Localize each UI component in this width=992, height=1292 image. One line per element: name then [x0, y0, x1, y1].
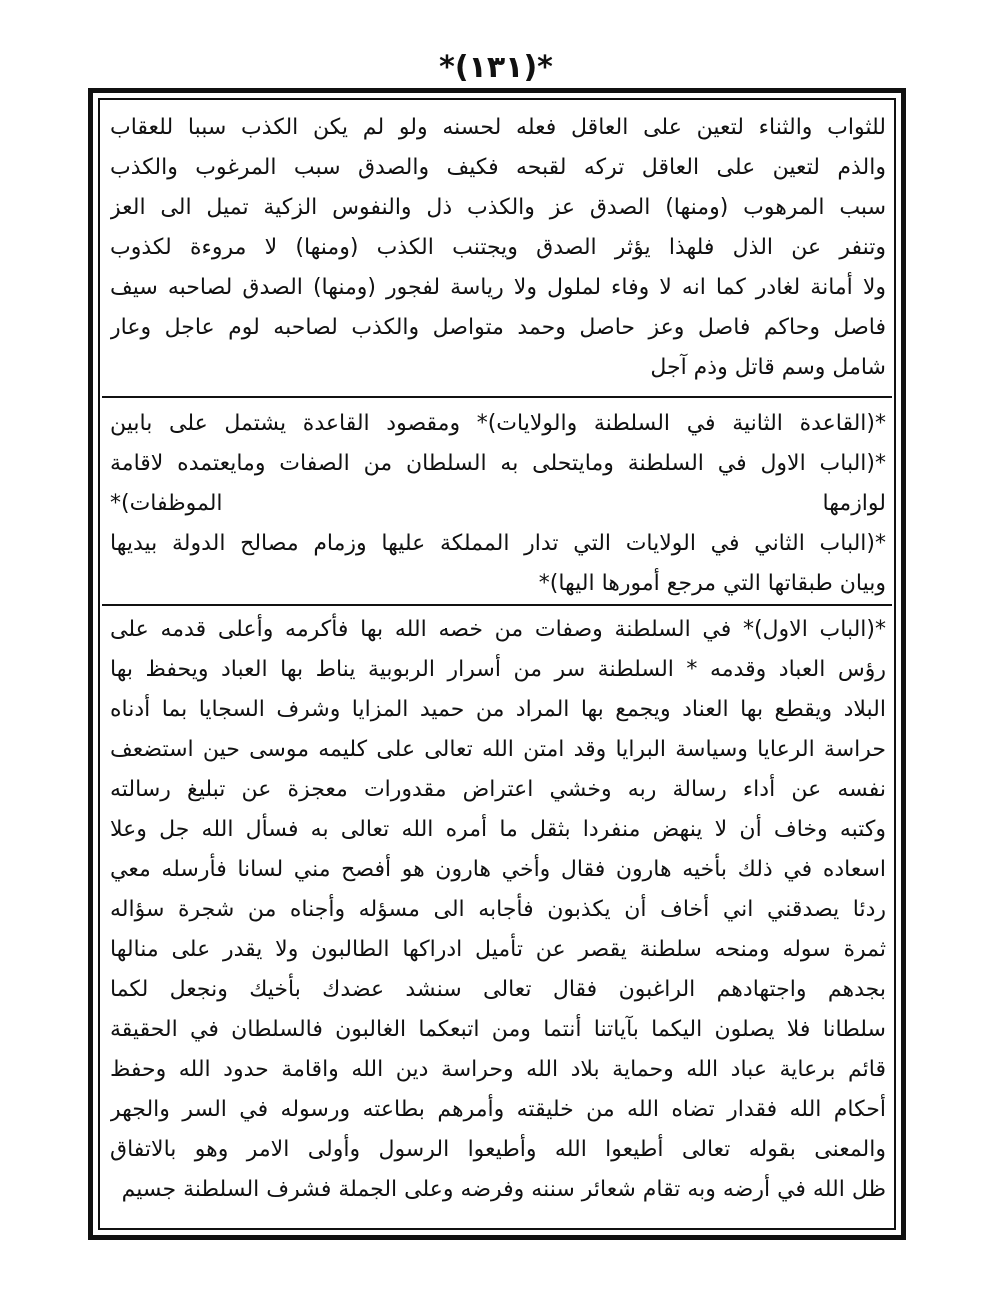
page-border [88, 88, 906, 1240]
text-line: وبيان طبقاتها التي مرجع أمورها اليها)* [538, 571, 886, 596]
text-line: البلاد ويقطع بها العناد ويجمع بها المراد من حميد المزايا وشرف السجايا بما أدناه [110, 697, 886, 722]
text-line: *(الباب الاول)* في السلطنة وصفات من خصه الله بها فأكرمه وأعلى قدمه على [110, 617, 886, 642]
text-line: وكتبه وخاف أن لا ينهض منفردا بثقل ما أمره الله تعالى به فسأل الله جل وعلا [110, 817, 886, 842]
text-line: ثمرة سوله ومنحه سلطنة يقصر عن تأميل ادراكها الطالبون ولا يقدر على منالها [110, 937, 886, 962]
text-line: نفسه عن أداء رسالة ربه وخشي اعتراض مقدورات معجزة عن تبليغ رسالته [110, 777, 886, 802]
text-line: فاصل وحاكم فاصل وعز حاصل وحمد متواصل والكذب لصاحبه لوم عاجل وعار [110, 315, 886, 340]
text-line: اسعاده في ذلك بأخيه هارون فقال وأخي هارون هو أفصح مني لسانا فأرسله معي [110, 857, 886, 882]
text-line: سلطانا فلا يصلون اليكما بآياتنا أنتما ومن اتبعكما الغالبون فالسلطان في الحقيقة [110, 1017, 886, 1042]
text-line: قائم برعاية عباد الله وحماية بلاد الله وحراسة دين الله واقامة حدود الله وحفظ [110, 1057, 886, 1082]
text-line: بجدهم واجتهادهم الراغبون فقال تعالى سنشد عضدك بأخيك ونجعل لكما [110, 977, 886, 1002]
page-number: *(١٣١)* [439, 50, 553, 85]
text-block-second-rule [110, 404, 886, 604]
text-line: ظل الله في أرضه وبه تقام شعائر سننه وفرضه وعلى الجملة فشرف السلطنة جسيم [121, 1177, 886, 1202]
text-line: رؤس العباد وقدمه * السلطنة سر من أسرار الربوبية يناط بها العباد ويحفظ بها [110, 657, 886, 682]
text-line: وتنفر عن الذل فلهذا يؤثر الصدق ويجتنب الكذب (ومنها) لا مروءة لكذوب [110, 235, 886, 260]
text-line: والمعنى بقوله تعالى أطيعوا الله وأطيعوا الرسول وأولى الامر وهو بالاتفاق [110, 1137, 886, 1162]
section-divider [102, 396, 892, 398]
text-line: حراسة الرعايا وسياسة البرايا وقد امتن الله تعالى على كليمه موسى حين استضعف [110, 737, 886, 762]
text-line: ردئا يصدقني اني أخاف أن يكذبون فأجابه الى مسؤله وأجناه من شجرة سؤاله [110, 897, 886, 922]
text-block-first-chapter [110, 610, 886, 1210]
page-border-inner [98, 98, 896, 1230]
text-line: شامل وسم قاتل وذم آجل [650, 355, 886, 380]
text-line: للثواب والثناء لتعين على العاقل فعله لحسنه ولو لم يكن الكذب سببا للعقاب [110, 115, 886, 140]
text-line: أحكام الله فقدار تضاه الله من خليقته وأمرهم بطاعته ورسوله في السر والجهر [110, 1097, 886, 1122]
text-line: لوازمها الموظفات)* [110, 491, 886, 516]
text-block-truthfulness [110, 108, 886, 388]
text-line: *(الباب الاول في السلطنة ومايتحلى به السلطان من الصفات ومايعتمده لاقامة [110, 451, 886, 476]
text-line: ولا أمانة لغادر كما انه لا وفاء لملول ولا رياسة لفجور (ومنها) الصدق لصاحبه سيف [110, 275, 886, 300]
text-line: والذم لتعين على العاقل تركه لقبحه فكيف والصدق سبب المرغوب والكذب [110, 155, 886, 180]
section-divider [102, 604, 892, 606]
text-line: سبب المرهوب (ومنها) الصدق عز والكذب ذل والنفوس الزكية تميل الى العز [110, 195, 886, 220]
text-line: *(القاعدة الثانية في السلطنة والولايات)* ومقصود القاعدة يشتمل على بابين [110, 411, 886, 436]
text-line: *(الباب الثاني في الولايات التي تدار المملكة عليها وزمام مصالح الدولة بيديها [110, 531, 886, 556]
